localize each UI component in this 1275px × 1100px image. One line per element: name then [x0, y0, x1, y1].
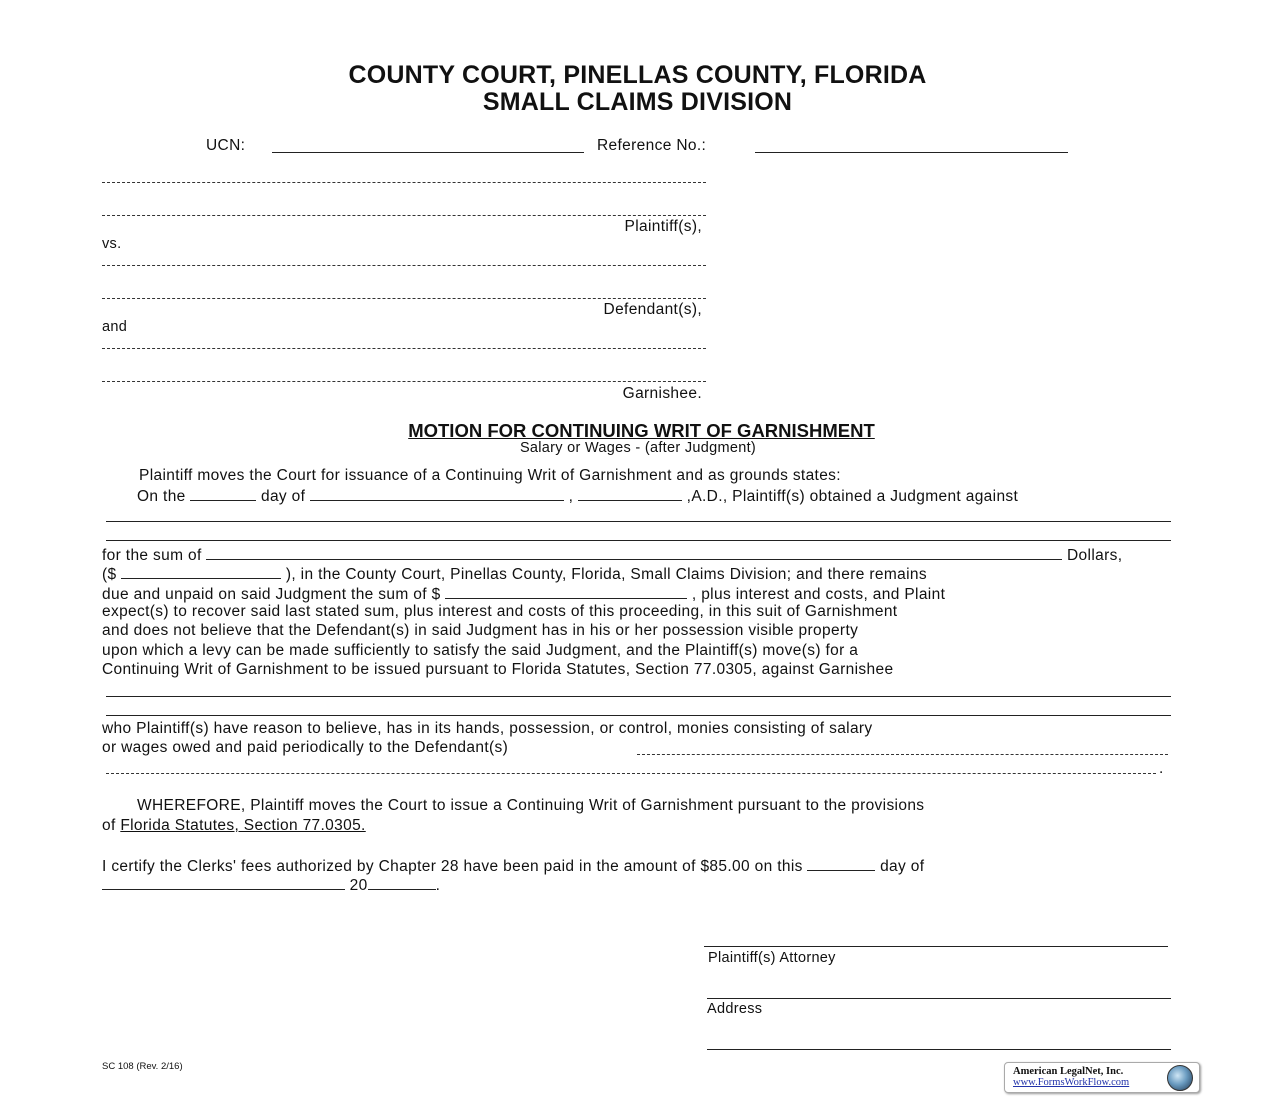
garnishee-name-line-2[interactable]: [102, 381, 706, 382]
ucn-field[interactable]: [272, 152, 584, 153]
who-line: who Plaintiff(s) have reason to believe, has in its hands, possession, or control, monies consisting of salary: [102, 720, 873, 737]
certify-year-field[interactable]: [368, 875, 436, 890]
body-line-6: Continuing Writ of Garnishment to be issued pursuant to Florida Statutes, Section 77.0305, against Garnishee: [102, 661, 894, 678]
and-label: and: [102, 319, 128, 335]
ucn-label: UCN:: [206, 137, 246, 154]
plaintiff-label: Plaintiff(s),: [624, 218, 702, 235]
defendant-name-field-2[interactable]: [106, 540, 1171, 541]
remaining-amount-field[interactable]: [445, 584, 687, 599]
form-id: SC 108 (Rev. 2/16): [102, 1061, 183, 1072]
plaintiff-name-line-1[interactable]: [102, 182, 706, 183]
defendant-name-line-2[interactable]: [102, 298, 706, 299]
amount-line: ($ ), in the County Court, Pinellas County, Florida, Small Claims Division; and there remains: [102, 566, 927, 583]
formsworkflow-link[interactable]: www.FormsWorkFlow.com: [1013, 1077, 1130, 1088]
wherefore-of-line: of Florida Statutes, Section 77.0305.: [102, 817, 366, 834]
garnishee-name-field-1[interactable]: [106, 696, 1171, 697]
remaining-amount-line: due and unpaid on said Judgment the sum of $ , plus interest and costs, and Plaint: [102, 586, 946, 603]
defendant-name-line-1[interactable]: [102, 265, 706, 266]
body-line-3: expect(s) to recover said last stated sum, plus interest and costs of this proceeding, in this suit of Garnishment: [102, 603, 898, 620]
judgment-day-field[interactable]: [190, 486, 256, 501]
plaintiff-name-line-2[interactable]: [102, 215, 706, 216]
address-field-1[interactable]: [707, 998, 1171, 999]
judgment-year-field[interactable]: [578, 486, 682, 501]
certify-month-field[interactable]: [102, 875, 345, 890]
judgment-amount-field[interactable]: [121, 564, 281, 579]
body-line-4: and does not believe that the Defendant(s) in said Judgment has in his or her possession visible property: [102, 622, 859, 639]
vs-label: vs.: [102, 236, 122, 252]
defendant-wages-field-1[interactable]: [637, 754, 1168, 755]
wherefore-line: WHEREFORE, Plaintiff moves the Court to issue a Continuing Writ of Garnishment pursuant to the provisions: [137, 797, 925, 814]
garnishee-label: Garnishee.: [622, 385, 702, 402]
defendant-wages-field-2[interactable]: [106, 773, 1156, 774]
judgment-month-field[interactable]: [310, 486, 564, 501]
garnishee-name-line-1[interactable]: [102, 348, 706, 349]
address-field-2[interactable]: [707, 1049, 1171, 1050]
body-line-5: upon which a levy can be made sufficiently to satisfy the said Judgment, and the Plaintiff(s) move(s) for a: [102, 642, 859, 659]
globe-icon: [1167, 1065, 1193, 1091]
motion-title: MOTION FOR CONTINUING WRIT OF GARNISHMENT: [408, 420, 875, 441]
reference-field[interactable]: [755, 152, 1068, 153]
judgment-date-line: On the day of , ,A.D., Plaintiff(s) obtained a Judgment against: [137, 488, 1019, 505]
attorney-signature-field[interactable]: [704, 946, 1168, 947]
american-legalnet-logo[interactable]: American LegalNet, Inc. www.FormsWorkFlow.com: [1004, 1062, 1200, 1093]
certify-date-line: 20 .: [102, 875, 440, 895]
motion-subtitle: Salary or Wages - (after Judgment): [519, 440, 757, 456]
defendant-label: Defendant(s),: [603, 301, 702, 318]
intro-text: Plaintiff moves the Court for issuance of a Continuing Writ of Garnishment and as grounds states:: [139, 467, 841, 484]
attorney-label: Plaintiff(s) Attorney: [708, 950, 836, 966]
court-title: COUNTY COURT, PINELLAS COUNTY, FLORIDA: [348, 61, 927, 89]
wages-line: or wages owed and paid periodically to the Defendant(s): [102, 739, 509, 756]
sum-line: for the sum of Dollars,: [102, 547, 1123, 564]
certify-day-field[interactable]: [807, 856, 875, 871]
sum-words-field[interactable]: [206, 545, 1062, 560]
division-title: SMALL CLAIMS DIVISION: [482, 88, 793, 116]
statute-reference: Florida Statutes, Section 77.0305.: [120, 817, 366, 834]
address-label: Address: [707, 1001, 763, 1017]
reference-label: Reference No.:: [597, 137, 707, 154]
certify-line: I certify the Clerks' fees authorized by Chapter 28 have been paid in the amount of $85.00 on this day of: [102, 858, 925, 875]
garnishee-name-field-2[interactable]: [106, 715, 1171, 716]
defendant-name-field-1[interactable]: [106, 521, 1171, 522]
